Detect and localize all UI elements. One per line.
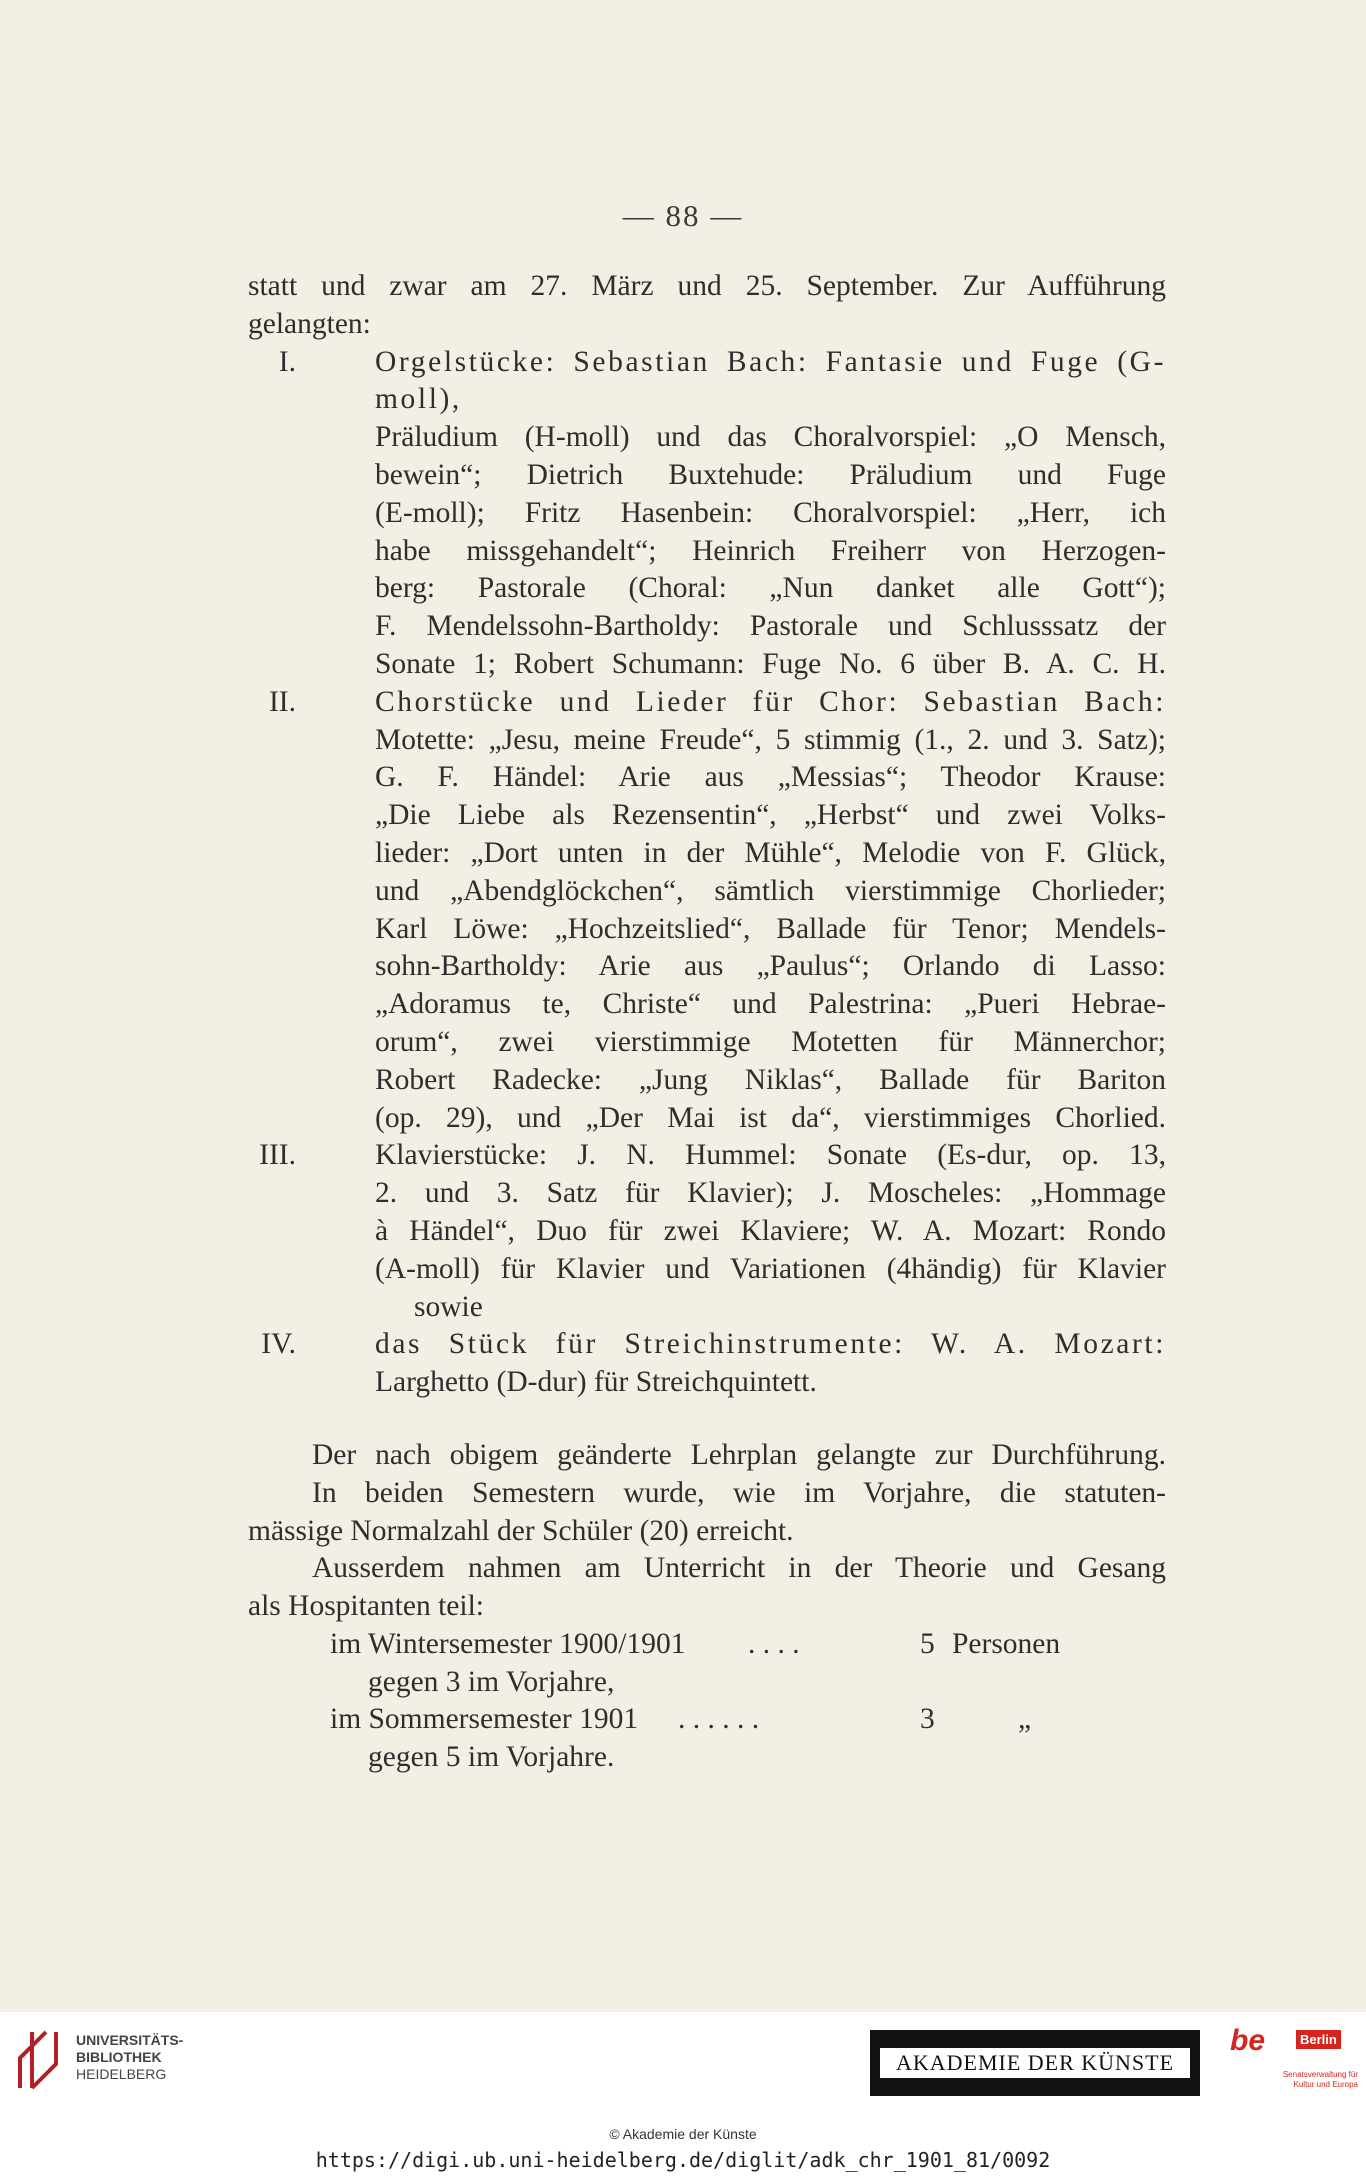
- permalink-url[interactable]: https://digi.ub.uni-heidelberg.de/diglit/adk_chr_1901_81/0092: [315, 2148, 1051, 2172]
- paragraph-line: Ausserdem nahmen am Unterricht in der Theorie und Gesang: [312, 1552, 1166, 1585]
- section-line: Sonate 1; Robert Schumann: Fuge No. 6 über B. A. C. H.: [375, 647, 1166, 680]
- section-line: (op. 29), und „Der Mai ist da“, vierstimmiges Chorlied.: [375, 1101, 1166, 1134]
- section-number: IV.: [261, 1328, 296, 1361]
- akademie-label: AKADEMIE DER KÜNSTE: [880, 2048, 1190, 2078]
- paragraph-line: mässige Normalzahl der Schüler (20) erreicht.: [248, 1514, 794, 1547]
- section-line: „Die Liebe als Rezensentin“, „Herbst“ und zwei Volks-: [375, 799, 1166, 832]
- hospitant-count: 3: [920, 1703, 935, 1736]
- akademie-logo[interactable]: [870, 2030, 1200, 2096]
- section-number: II.: [268, 685, 296, 718]
- section-organ: [248, 344, 1166, 684]
- section-line: Klavierstücke: J. N. Hummel: Sonate (Es-dur, op. 13,: [375, 1139, 1166, 1172]
- section-line: bewein“; Dietrich Buxtehude: Präludium und Fuge: [375, 458, 1166, 491]
- paragraph-line: In beiden Semestern wurde, wie im Vorjahre, die statuten-: [312, 1476, 1166, 1509]
- section-piano: [248, 1137, 1166, 1326]
- section-line: G. F. Händel: Arie aus „Messias“; Theodor Krause:: [375, 761, 1166, 794]
- section-line: Larghetto (D-dur) für Streichquintett.: [375, 1366, 817, 1399]
- hospitant-row: [248, 1664, 1166, 1702]
- hospitant-dots: . . . . . .: [678, 1703, 760, 1736]
- section-number: III.: [259, 1139, 296, 1172]
- berlin-box: Berlin: [1296, 2030, 1341, 2049]
- section-line: lieder: „Dort unten in der Mühle“, Melodie von F. Glück,: [375, 836, 1166, 869]
- section-line: (A-moll) für Klavier und Variationen (4händig) für Klavier: [375, 1252, 1166, 1285]
- section-line: und „Abendglöckchen“, sämtlich vierstimmige Chorlieder;: [375, 874, 1166, 907]
- hospitant-label: im Wintersemester 1900/1901: [330, 1627, 686, 1660]
- section-line: Karl Löwe: „Hochzeitslied“, Ballade für Tenor; Mendels-: [375, 912, 1166, 945]
- berlin-senate-text: Senatsverwaltung für Kultur und Europa: [1282, 2070, 1358, 2089]
- section-line: à Händel“, Duo für zwei Klaviere; W. A. Mozart: Rondo: [375, 1214, 1166, 1247]
- hospitant-row: [248, 1626, 1166, 1664]
- section-line: sowie: [414, 1290, 483, 1323]
- university-library-logo[interactable]: [12, 2022, 192, 2102]
- section-line: Orgelstücke: Sebastian Bach: Fantasie und Fuge (G-moll),: [375, 345, 1166, 416]
- section-line: Chorstücke und Lieder für Chor: Sebastian Bach:: [375, 685, 1166, 718]
- hospitant-row: [248, 1739, 1166, 1777]
- page-body: [248, 268, 1166, 1777]
- intro-line-1: statt und zwar am 27. März und 25. September. Zur Aufführung: [248, 270, 1166, 302]
- page-number: — 88 —: [622, 198, 744, 233]
- section-line: 2. und 3. Satz für Klavier); J. Moscheles: „Hommage: [375, 1177, 1166, 1210]
- section-line: Präludium (H-moll) und das Choralvorspiel: „O Mensch,: [375, 421, 1166, 454]
- intro-line-2: gelangten:: [248, 307, 371, 340]
- section-line: sohn-Bartholdy: Arie aus „Paulus“; Orlando di Lasso:: [375, 950, 1166, 983]
- library-name: UNIVERSITÄTS- BIBLIOTHEK HEIDELBERG: [76, 2032, 184, 2082]
- section-strings: [248, 1326, 1166, 1402]
- hospitant-label: gegen 5 im Vorjahre.: [368, 1741, 615, 1774]
- hospitant-label: gegen 3 im Vorjahre,: [368, 1665, 615, 1698]
- section-line: (E-moll); Fritz Hasenbein: Choralvorspiel: „Herr, ich: [375, 496, 1166, 529]
- section-choir: [248, 684, 1166, 1138]
- hospitant-row: [248, 1701, 1166, 1739]
- hospitant-count: 5: [920, 1627, 935, 1660]
- berlin-brand: be: [1230, 2024, 1266, 2057]
- paragraph-line: Der nach obigem geänderte Lehrplan gelangte zur Durchführung.: [312, 1438, 1166, 1471]
- hospitant-label: im Sommersemester 1901: [330, 1703, 639, 1736]
- section-line: Motette: „Jesu, meine Freude“, 5 stimmig (1., 2. und 3. Satz);: [375, 723, 1166, 756]
- library-mark-icon: [12, 2028, 68, 2092]
- section-line: das Stück für Streichinstrumente: W. A. Mozart:: [375, 1328, 1166, 1361]
- hospitant-dots: . . . .: [748, 1627, 800, 1660]
- section-line: orum“, zwei vierstimmige Motetten für Männerchor;: [375, 1025, 1166, 1058]
- hospitant-unit: „: [1018, 1703, 1032, 1736]
- copyright-notice: © Akademie der Künste: [609, 2126, 757, 2142]
- section-line: F. Mendelssohn-Bartholdy: Pastorale und Schlusssatz der: [375, 610, 1166, 643]
- section-number: I.: [278, 345, 296, 378]
- section-line: habe missgehandelt“; Heinrich Freiherr von Herzogen-: [375, 534, 1166, 567]
- section-line: „Adoramus te, Christe“ und Palestrina: „Pueri Hebrae-: [375, 988, 1166, 1021]
- section-line: berg: Pastorale (Choral: „Nun danket alle Gott“);: [375, 572, 1166, 605]
- berlin-senate-logo[interactable]: [1228, 2024, 1358, 2104]
- section-line: Robert Radecke: „Jung Niklas“, Ballade für Bariton: [375, 1063, 1166, 1096]
- hospitant-unit: Personen: [952, 1627, 1061, 1660]
- paragraph-line: als Hospitanten teil:: [248, 1590, 484, 1623]
